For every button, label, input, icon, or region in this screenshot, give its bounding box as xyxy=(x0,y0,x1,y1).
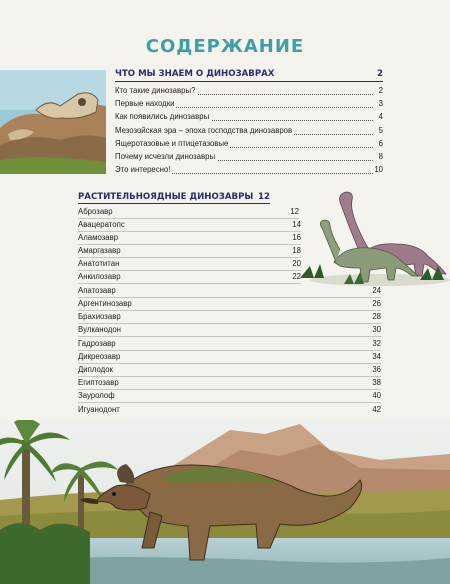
toc-entry-page: 10 xyxy=(374,165,383,174)
dino-entry-page: 30 xyxy=(372,325,381,334)
toc-entry-page: 2 xyxy=(378,86,383,95)
dino-entry[interactable] xyxy=(78,391,381,403)
dino-entry[interactable] xyxy=(78,339,381,351)
section1-heading[interactable] xyxy=(115,69,383,79)
row-divider xyxy=(78,336,381,337)
toc-entry-label: Почему исчезли динозавры xyxy=(115,152,216,161)
dino-entry-page: 34 xyxy=(372,352,381,361)
row-divider xyxy=(78,257,301,258)
sauropod-illustration xyxy=(300,180,450,292)
toc-entry-label: Это интересно! xyxy=(115,165,171,174)
dino-entry-label: Диплодок xyxy=(78,365,113,374)
dino-entry-page: 26 xyxy=(372,299,381,308)
dino-entry[interactable] xyxy=(78,220,301,232)
row-divider xyxy=(78,376,381,377)
dino-entry-page: 14 xyxy=(292,220,301,229)
dino-entry-label: Зауролоф xyxy=(78,391,115,400)
section1-heading-label: ЧТО МЫ ЗНАЕМ О ДИНОЗАВРАХ xyxy=(115,69,275,79)
dino-entry-label: Амаргазавр xyxy=(78,246,121,255)
dino-entry-label: Дикреозавр xyxy=(78,352,121,361)
section2-heading-page: 12 xyxy=(258,192,270,202)
toc-entry-page: 8 xyxy=(378,152,383,161)
dino-entry-label: Египтозавр xyxy=(78,378,119,387)
toc-entry[interactable] xyxy=(115,152,383,164)
dino-entry-page: 36 xyxy=(372,365,381,374)
dino-entry-page: 20 xyxy=(292,259,301,268)
dino-entry-page: 24 xyxy=(372,286,381,295)
toc-entry[interactable] xyxy=(115,165,383,177)
toc-entry[interactable] xyxy=(115,126,383,138)
dino-entry-page: 42 xyxy=(372,405,381,414)
dino-entry-page: 16 xyxy=(292,233,301,242)
dino-entry-label: Игуанодонт xyxy=(78,405,120,414)
toc-entry-label: Ящеротазовые и птицетазовые xyxy=(115,139,229,148)
section2-heading[interactable] xyxy=(78,192,270,202)
section2-heading-label: РАСТИТЕЛЬНОЯДНЫЕ ДИНОЗАВРЫ xyxy=(78,192,254,202)
row-divider xyxy=(78,402,381,403)
dino-entry-page: 38 xyxy=(372,378,381,387)
dino-entry[interactable] xyxy=(78,365,381,377)
toc-entry-label: Как появились динозавры xyxy=(115,112,210,121)
dino-entry-label: Вулканодон xyxy=(78,325,121,334)
section1-rule xyxy=(115,81,383,82)
landscape-illustration xyxy=(0,420,450,584)
toc-entry[interactable] xyxy=(115,99,383,111)
toc-entry[interactable] xyxy=(115,86,383,98)
section2-rule xyxy=(78,203,270,204)
dino-entry[interactable] xyxy=(78,352,381,364)
dino-entry[interactable] xyxy=(78,233,301,245)
row-divider xyxy=(78,244,301,245)
dino-entry-label: Анатотитан xyxy=(78,259,120,268)
row-divider xyxy=(78,323,381,324)
dino-entry[interactable] xyxy=(78,246,301,258)
dino-entry-label: Гадрозавр xyxy=(78,339,116,348)
dino-entry-label: Авацератопс xyxy=(78,220,125,229)
row-divider xyxy=(78,231,301,232)
dino-entry-page: 22 xyxy=(292,272,301,281)
row-divider xyxy=(78,283,301,284)
toc-entry-label: Первые находки xyxy=(115,99,175,108)
toc-entry-page: 4 xyxy=(378,112,383,121)
toc-entry[interactable] xyxy=(115,139,383,151)
toc-entry-page: 5 xyxy=(378,126,383,135)
dino-entry-label: Брахиозавр xyxy=(78,312,121,321)
page-title: СОДЕРЖАНИЕ xyxy=(145,36,305,57)
dino-entry-label: Аргентинозавр xyxy=(78,299,132,308)
dino-entry-label: Аламозавр xyxy=(78,233,119,242)
dino-entry[interactable] xyxy=(78,405,381,417)
row-divider xyxy=(78,363,381,364)
dino-entry[interactable] xyxy=(78,286,381,298)
toc-entry-label: Мезозойская эра – эпоха господства динозавров xyxy=(115,126,293,135)
dino-entry-page: 32 xyxy=(372,339,381,348)
row-divider xyxy=(78,218,299,219)
row-divider xyxy=(78,270,301,271)
dino-entry-page: 28 xyxy=(372,312,381,321)
row-divider xyxy=(78,310,381,311)
toc-entry-label: Кто такие динозавры? xyxy=(115,86,196,95)
dino-entry-page: 40 xyxy=(372,391,381,400)
row-divider xyxy=(78,350,381,351)
dino-entry-page: 18 xyxy=(292,246,301,255)
dino-entry[interactable] xyxy=(78,207,299,219)
toc-entry-page: 3 xyxy=(378,99,383,108)
dino-entry-label: Апатозавр xyxy=(78,286,116,295)
dino-entry[interactable] xyxy=(78,299,381,311)
dino-entry[interactable] xyxy=(78,272,301,284)
dino-entry[interactable] xyxy=(78,312,381,324)
dino-entry[interactable] xyxy=(78,259,301,271)
section1-heading-page: 2 xyxy=(377,69,383,79)
dino-entry-label: Анкилозавр xyxy=(78,272,121,281)
row-divider xyxy=(78,389,381,390)
dino-entry-label: Аброзавр xyxy=(78,207,113,216)
fossil-illustration xyxy=(0,70,106,174)
toc-entry-page: 6 xyxy=(378,139,383,148)
dino-entry[interactable] xyxy=(78,378,381,390)
toc-entry[interactable] xyxy=(115,112,383,124)
dino-entry-page: 12 xyxy=(290,207,299,216)
dino-entry[interactable] xyxy=(78,325,381,337)
row-divider xyxy=(78,297,381,298)
